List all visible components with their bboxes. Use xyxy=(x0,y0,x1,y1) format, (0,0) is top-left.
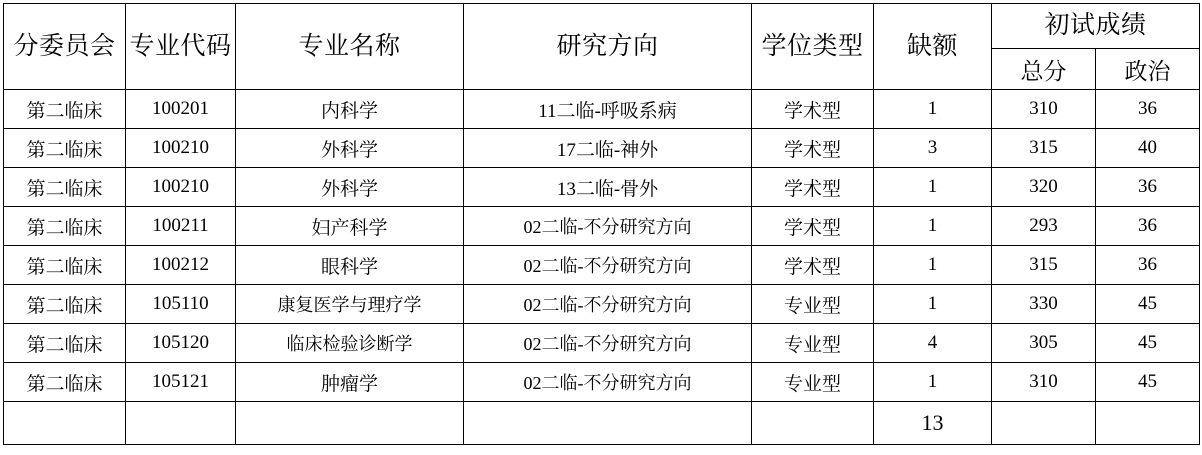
cell-major-name: 外科学 xyxy=(236,129,464,168)
footer-cell-vacancy-total: 13 xyxy=(874,402,992,445)
cell-degree-type: 学术型 xyxy=(752,207,874,246)
cell-total-score: 320 xyxy=(992,168,1096,207)
cell-research-direction: 02二临-不分研究方向 xyxy=(464,207,752,246)
column-header-committee: 分委员会 xyxy=(4,4,126,90)
table-row xyxy=(4,207,1200,246)
footer-cell-major-name xyxy=(236,402,464,445)
cell-research-direction: 02二临-不分研究方向 xyxy=(464,324,752,363)
cell-committee: 第二临床 xyxy=(4,90,126,129)
cell-major-name: 内科学 xyxy=(236,90,464,129)
cell-politics: 45 xyxy=(1096,285,1200,324)
admission-quota-table xyxy=(3,3,1200,445)
cell-vacancy: 1 xyxy=(874,168,992,207)
cell-research-direction: 02二临-不分研究方向 xyxy=(464,246,752,285)
cell-research-direction: 02二临-不分研究方向 xyxy=(464,285,752,324)
cell-major-code: 100212 xyxy=(126,246,236,285)
table-row xyxy=(4,168,1200,207)
cell-committee: 第二临床 xyxy=(4,129,126,168)
spreadsheet-sheet xyxy=(0,3,1202,455)
column-header-major-code: 专业代码 xyxy=(126,4,236,90)
cell-vacancy: 1 xyxy=(874,363,992,402)
cell-total-score: 310 xyxy=(992,363,1096,402)
table-footer-row xyxy=(4,402,1200,445)
cell-degree-type: 专业型 xyxy=(752,285,874,324)
footer-cell-committee xyxy=(4,402,126,445)
footer-cell-degree-type xyxy=(752,402,874,445)
column-header-major-name: 专业名称 xyxy=(236,4,464,90)
cell-committee: 第二临床 xyxy=(4,207,126,246)
cell-vacancy: 1 xyxy=(874,90,992,129)
column-header-degree-type: 学位类型 xyxy=(752,4,874,90)
cell-major-code: 100210 xyxy=(126,168,236,207)
cell-total-score: 315 xyxy=(992,246,1096,285)
cell-degree-type: 学术型 xyxy=(752,246,874,285)
table-row xyxy=(4,285,1200,324)
cell-committee: 第二临床 xyxy=(4,363,126,402)
cell-total-score: 330 xyxy=(992,285,1096,324)
footer-cell-politics xyxy=(1096,402,1200,445)
cell-major-code: 105121 xyxy=(126,363,236,402)
cell-total-score: 305 xyxy=(992,324,1096,363)
cell-major-name: 外科学 xyxy=(236,168,464,207)
footer-cell-major-code xyxy=(126,402,236,445)
cell-degree-type: 专业型 xyxy=(752,363,874,402)
column-header-politics: 政治 xyxy=(1096,49,1200,90)
cell-major-name: 肿瘤学 xyxy=(236,363,464,402)
cell-research-direction: 13二临-骨外 xyxy=(464,168,752,207)
footer-cell-total-score xyxy=(992,402,1096,445)
cell-research-direction: 02二临-不分研究方向 xyxy=(464,363,752,402)
footer-cell-research-direction xyxy=(464,402,752,445)
cell-vacancy: 1 xyxy=(874,285,992,324)
column-header-first-exam-score: 初试成绩 xyxy=(992,4,1200,49)
cell-politics: 36 xyxy=(1096,90,1200,129)
cell-vacancy: 4 xyxy=(874,324,992,363)
cell-politics: 45 xyxy=(1096,363,1200,402)
column-header-vacancy: 缺额 xyxy=(874,4,992,90)
table-row xyxy=(4,246,1200,285)
cell-major-code: 100211 xyxy=(126,207,236,246)
cell-research-direction: 17二临-神外 xyxy=(464,129,752,168)
cell-vacancy: 1 xyxy=(874,246,992,285)
cell-committee: 第二临床 xyxy=(4,246,126,285)
cell-politics: 36 xyxy=(1096,246,1200,285)
cell-major-name: 临床检验诊断学 xyxy=(236,324,464,363)
cell-politics: 45 xyxy=(1096,324,1200,363)
cell-politics: 36 xyxy=(1096,168,1200,207)
table-row xyxy=(4,324,1200,363)
table-row xyxy=(4,90,1200,129)
cell-major-name: 康复医学与理疗学 xyxy=(236,285,464,324)
cell-degree-type: 学术型 xyxy=(752,168,874,207)
cell-degree-type: 学术型 xyxy=(752,129,874,168)
cell-committee: 第二临床 xyxy=(4,168,126,207)
cell-major-code: 105110 xyxy=(126,285,236,324)
cell-total-score: 310 xyxy=(992,90,1096,129)
cell-major-name: 眼科学 xyxy=(236,246,464,285)
cell-major-code: 100210 xyxy=(126,129,236,168)
cell-major-code: 100201 xyxy=(126,90,236,129)
cell-major-code: 105120 xyxy=(126,324,236,363)
cell-total-score: 315 xyxy=(992,129,1096,168)
table-header-row-1 xyxy=(4,4,1200,49)
cell-degree-type: 学术型 xyxy=(752,90,874,129)
cell-vacancy: 1 xyxy=(874,207,992,246)
cell-total-score: 293 xyxy=(992,207,1096,246)
table-row xyxy=(4,363,1200,402)
cell-committee: 第二临床 xyxy=(4,285,126,324)
cell-vacancy: 3 xyxy=(874,129,992,168)
table-row xyxy=(4,129,1200,168)
cell-committee: 第二临床 xyxy=(4,324,126,363)
cell-degree-type: 专业型 xyxy=(752,324,874,363)
cell-research-direction: 11二临-呼吸系病 xyxy=(464,90,752,129)
column-header-research-direction: 研究方向 xyxy=(464,4,752,90)
cell-politics: 40 xyxy=(1096,129,1200,168)
column-header-total-score: 总分 xyxy=(992,49,1096,90)
cell-major-name: 妇产科学 xyxy=(236,207,464,246)
cell-politics: 36 xyxy=(1096,207,1200,246)
